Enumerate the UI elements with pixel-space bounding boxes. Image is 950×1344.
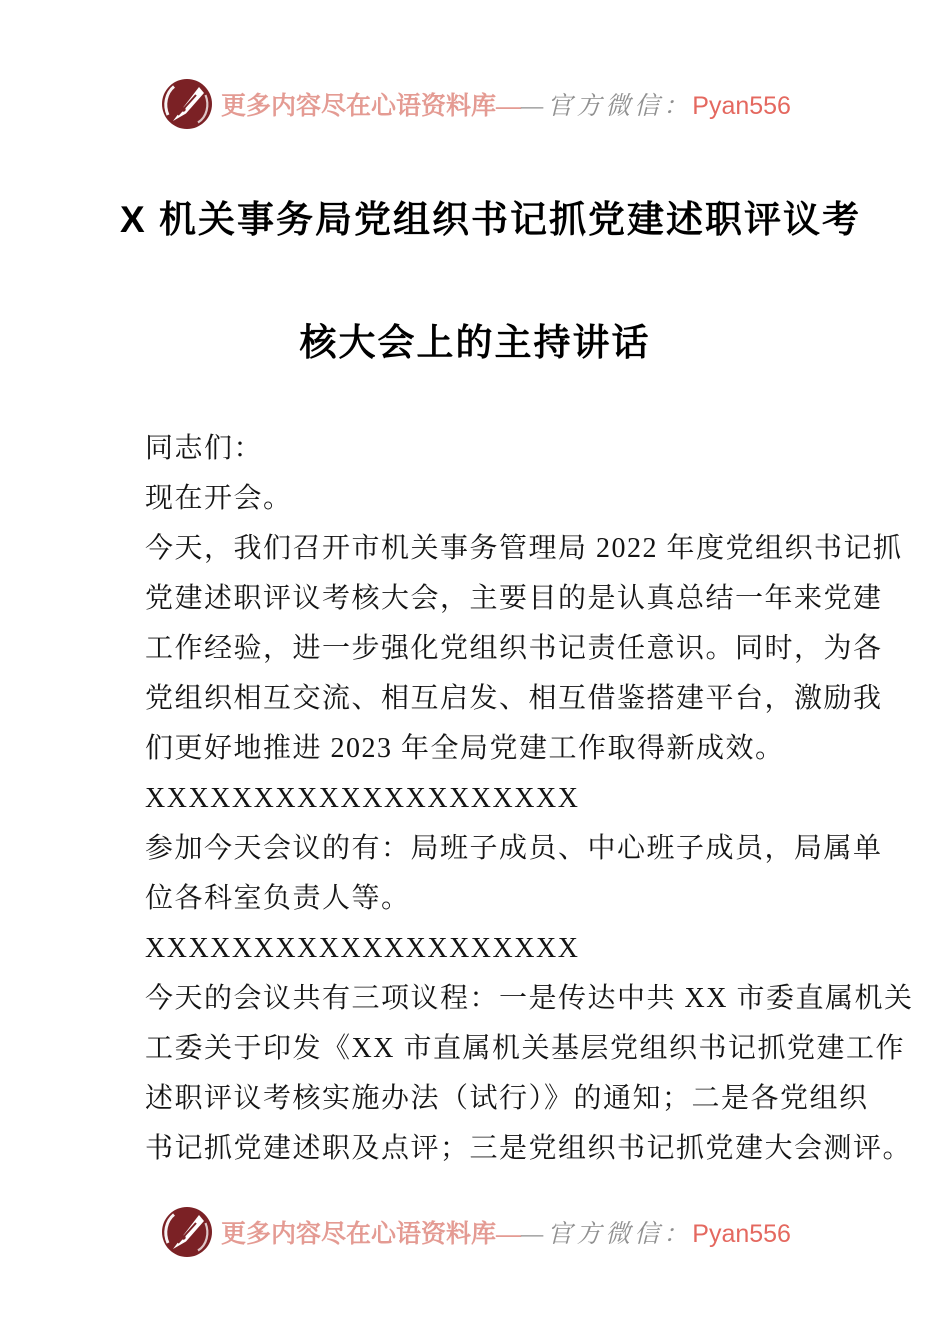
body-line: 述职评议考核实施办法（试行）》的通知；二是各党组织 (145, 1083, 869, 1114)
body-line: 书记抓党建述职及点评；三是党组织书记抓党建大会测评。 (145, 1133, 913, 1164)
brand-wechat-id: Pyan556 (692, 1220, 791, 1248)
body-line: 党组织相互交流、相互启发、相互借鉴搭建平台，激励我 (145, 683, 883, 714)
document-title (120, 158, 861, 404)
brand-wechat-id: Pyan556 (692, 92, 791, 120)
pen-logo-icon (159, 1204, 215, 1260)
body-line-salutation: 同志们： (145, 433, 264, 464)
brand-wechat-label: —官方微信： (521, 93, 693, 120)
body-line: 党建述职评议考核大会，主要目的是认真总结一年来党建 (145, 583, 883, 614)
body-line: 参加今天会议的有：局班子成员、中心班子成员，局属单 (145, 833, 883, 864)
document-body (145, 424, 914, 1174)
body-line: 工作经验，进一步强化党组织书记责任意识。同时，为各 (145, 633, 883, 664)
body-line-placeholder: XXXXXXXXXXXXXXXXXXXX (145, 783, 580, 814)
body-line: 今天，我们召开市机关事务管理局 2022 年度党组织书记抓 (145, 533, 903, 564)
body-line: 位各科室负责人等。 (145, 883, 411, 914)
brand-header (0, 76, 950, 132)
brand-text (221, 1214, 791, 1250)
brand-text (221, 86, 791, 122)
title-line-2: 核大会上的主持讲话 (299, 322, 651, 363)
brand-wechat-label: —官方微信： (521, 1221, 693, 1248)
body-line-placeholder: XXXXXXXXXXXXXXXXXXXX (145, 933, 580, 964)
brand-slogan: 更多内容尽在心语资料库— (221, 1221, 522, 1248)
body-line: 工委关于印发《XX 市直属机关基层党组织书记抓党建工作 (145, 1033, 905, 1064)
body-line: 们更好地推进 2023 年全局党建工作取得新成效。 (145, 733, 785, 764)
brand-footer (0, 1204, 950, 1260)
body-line: 现在开会。 (145, 483, 293, 514)
pen-logo-icon (159, 76, 215, 132)
body-line: 今天的会议共有三项议程：一是传达中共 XX 市委直属机关 (145, 983, 914, 1014)
brand-slogan: 更多内容尽在心语资料库— (221, 93, 522, 120)
title-line-1: X 机关事务局党组织书记抓党建述职评议考 (120, 199, 861, 240)
